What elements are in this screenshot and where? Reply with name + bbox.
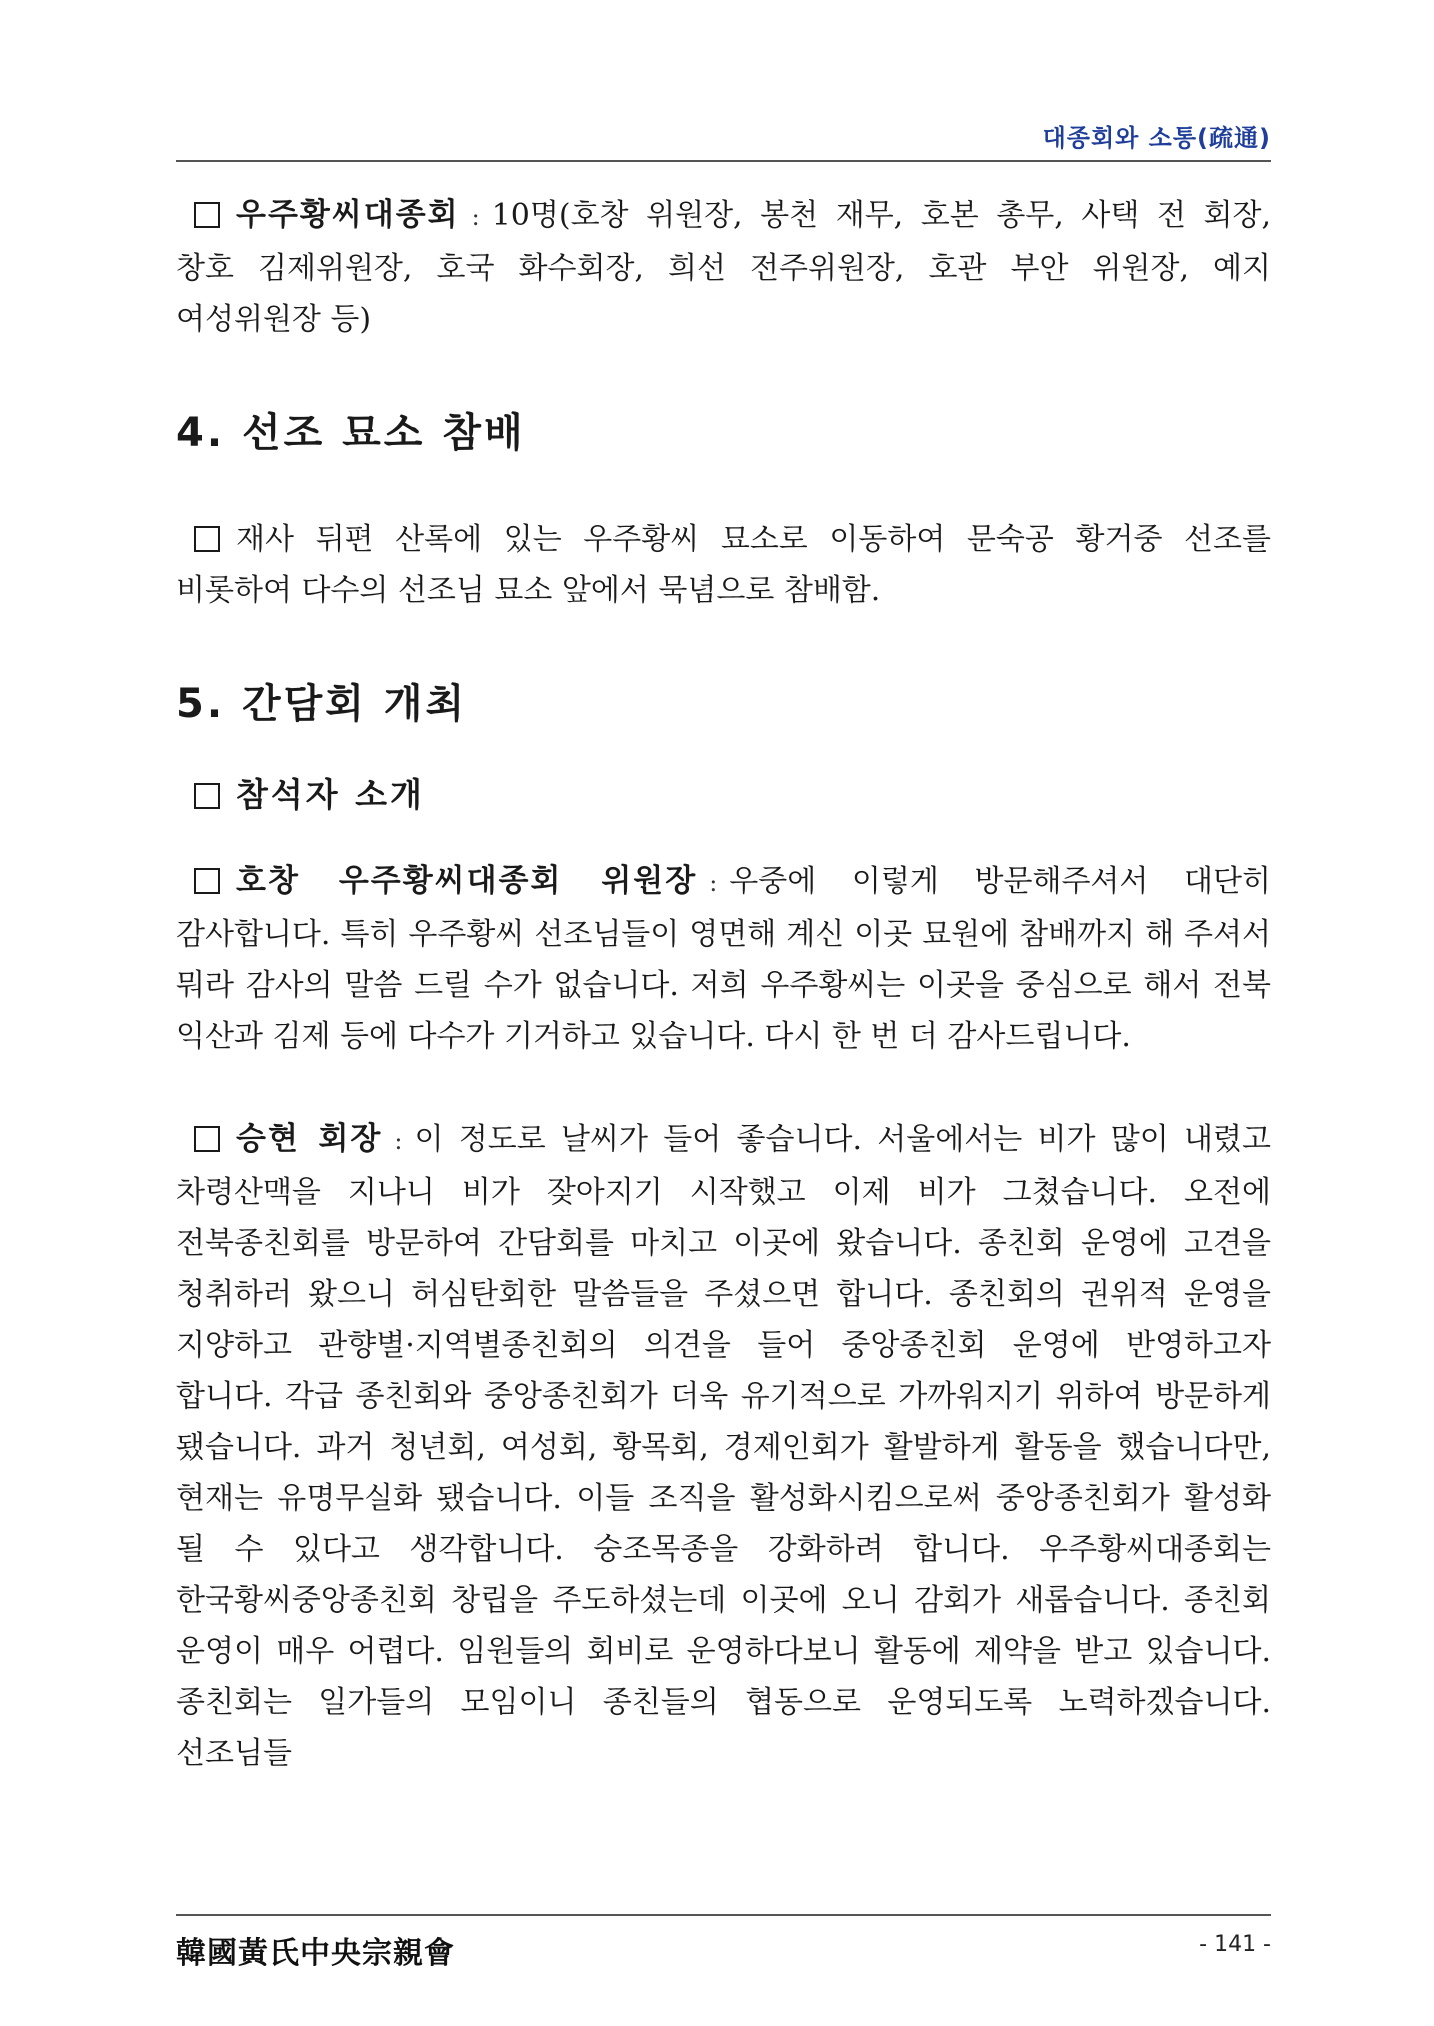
- checkbox-square-icon: [194, 1126, 220, 1152]
- checkbox-square-icon: [194, 868, 220, 894]
- label-separator: :: [394, 1127, 403, 1155]
- footer-organization: 韓國黃氏中央宗親會: [176, 1936, 455, 1971]
- speech-2-speaker: 승현 회장: [236, 1121, 383, 1157]
- speech-2-paragraph: [176, 1114, 1271, 1779]
- attendee-intro-text: 참석자 소개: [236, 775, 425, 814]
- section-5-heading: 5. 간담회 개최: [176, 681, 468, 727]
- section-4-heading: 4. 선조 묘소 참배: [176, 410, 526, 456]
- speech-1-speaker: 호창 우주황씨대종회 위원장: [236, 863, 698, 899]
- running-header: 대종회와 소통(疏通): [1042, 124, 1271, 152]
- section-4-text: 재사 뒤편 산록에 있는 우주황씨 묘소로 이동하여 문숙공 황거중 선조를 비롯하여 다수의 선조님 묘소 앞에서 묵념으로 참배함.: [176, 522, 1271, 608]
- header-rule: [176, 160, 1271, 162]
- speech-2-text: 이 정도로 날씨가 들어 좋습니다. 서울에서는 비가 많이 내렸고 차령산맥을 지나니 비가 잦아지기 시작했고 이제 비가 그쳤습니다. 오전에 전북종친회를 방문하여 간담회를 마치고 이곳에 왔습니다. 종친회 운영에 고견을 청취하러 왔으니 허심탄회한 말씀들을 주셨으면 합니다. 종친회의 권위적 운영을 지양하고 관향별·지역별종친회의 의견을 들어 중앙종친회 운영에 반영하고자 합니다. 각급 종친회와 중앙종친회가 더욱 유기적으로 가까워지기 위하여 방문하게 됐습니다. 과거 청년회, 여성회, 황목회, 경제인회가 활발하게 활동을 했습니다만, 현재는 유명무실화 됐습니다. 이들 조직을 활성화시킴으로써 중앙종친회가 활성화 될 수 있다고 생각합니다. 숭조목종을 강화하려 합니다. 우주황씨대종회는 한국황씨중앙종친회 창립을 주도하셨는데 이곳에 오니 감회가 새롭습니다. 종친회 운영이 매우 어렵다. 임원들의 회비로 운영하다보니 활동에 제약을 받고 있습니다. 종친회는 일가들의 모임이니 종친들의 협동으로 운영되도록 노력하겠습니다. 선조님들: [176, 1122, 1271, 1771]
- label-separator: :: [471, 203, 480, 231]
- page-body: [176, 190, 1271, 1779]
- attendees-paragraph: [176, 190, 1271, 345]
- speech-1-text: 우중에 이렇게 방문해주셔서 대단히 감사합니다. 특히 우주황씨 선조님들이 영면해 계신 이곳 묘원에 참배까지 해 주셔서 뭐라 감사의 말씀 드릴 수가 없습니다. 저희 우주황씨는 이곳을 중심으로 해서 전북 익산과 김제 등에 다수가 기거하고 있습니다. 다시 한 번 더 감사드립니다.: [176, 864, 1271, 1054]
- checkbox-square-icon: [194, 783, 220, 809]
- section-4-paragraph: [176, 514, 1271, 616]
- attendees-label: 우주황씨대종회: [236, 197, 460, 233]
- page-number: - 141 -: [1199, 1932, 1271, 1957]
- checkbox-square-icon: [194, 202, 220, 228]
- attendee-intro-item: [176, 769, 1271, 816]
- checkbox-square-icon: [194, 526, 220, 552]
- footer-rule: [176, 1914, 1271, 1916]
- attendees-text: 10명(호창 위원장, 봉천 재무, 호본 총무, 사택 전 회장, 창호 김제위원장, 호국 화수회장, 희선 전주위원장, 호관 부안 위원장, 예지 여성위원장 등): [176, 198, 1271, 337]
- label-separator: :: [709, 869, 718, 897]
- speech-1-paragraph: [176, 856, 1271, 1062]
